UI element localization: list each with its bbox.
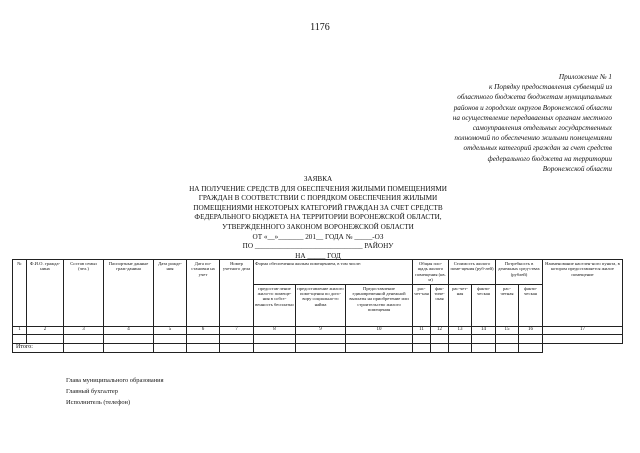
header-cell: предостав-ление жило-го помеще-ния в собст-венность бесплатно — [254, 284, 296, 326]
empty-cell — [346, 343, 413, 352]
header-cell: № — [13, 260, 27, 327]
empty-cell — [296, 334, 346, 343]
title-line: ЗАЯВКА — [303, 175, 333, 183]
column-number: 17 — [543, 326, 623, 334]
appendix-line: к Порядку предоставления субвенций из — [489, 83, 612, 92]
title-line: НА ПОЛУЧЕНИЕ СРЕДСТВ ДЛЯ ОБЕСПЕЧЕНИЯ ЖИЛЫМИ ПОМЕЩЕНИЯМИ — [189, 184, 447, 193]
total-label: Итого: — [13, 343, 64, 352]
header-cell: Дата по-становки на учет — [187, 260, 220, 327]
header-cell: рас-чет-ная — [413, 284, 431, 326]
empty-cell — [154, 334, 187, 343]
empty-cell — [449, 343, 472, 352]
header-cell: предоставление жилого поме-щения по дого-вору социально-го найма — [296, 284, 346, 326]
appendix-line: областного бюджета бюджетам муниципальных — [457, 93, 612, 102]
empty-cell — [154, 343, 187, 352]
appendix-line: отдельных категорий граждан за счет средств — [463, 144, 612, 153]
empty-cell — [431, 343, 449, 352]
title-line: НА _____ ГОД — [295, 251, 341, 260]
appendix-line: федерального бюджета на территории — [487, 154, 612, 163]
title-line: ПО ______________________________ РАЙОНУ — [242, 242, 394, 251]
signature-block — [66, 375, 164, 408]
appendix-line: самоуправления отдельных государственных — [472, 124, 612, 133]
empty-cell — [519, 343, 543, 352]
empty-cell — [346, 334, 413, 343]
column-number: 1 — [13, 326, 27, 334]
empty-cell — [187, 334, 220, 343]
empty-cell — [220, 334, 254, 343]
signature-line: Главный бухгалтер — [66, 388, 118, 395]
column-number: 15 — [496, 326, 519, 334]
table-row — [13, 334, 623, 343]
header-cell: рас-чет-ная — [449, 284, 472, 326]
column-number: 3 — [64, 326, 104, 334]
header-cell: Ф.И.О. гражда-нина — [27, 260, 64, 327]
empty-cell — [104, 334, 154, 343]
empty-cell — [413, 334, 431, 343]
column-number: 11 — [413, 326, 431, 334]
header-cell: рас-четная — [496, 284, 519, 326]
signature-line: Исполнитель (телефон) — [66, 399, 131, 406]
header-cell: Паспортные данные граж-данина — [104, 260, 154, 327]
appendix-line: Воронежской области — [542, 164, 612, 173]
column-number: 4 — [104, 326, 154, 334]
empty-cell — [254, 343, 296, 352]
empty-cell — [104, 343, 154, 352]
header-group-cell: Форма обеспечения жилым помещением, в том числе: — [254, 260, 413, 285]
empty-cell — [449, 334, 472, 343]
empty-cell — [472, 343, 496, 352]
total-row — [13, 343, 623, 352]
signature-line: Глава муниципального образования — [66, 377, 164, 384]
application-table — [12, 259, 623, 353]
column-number: 9 — [296, 326, 346, 334]
header-cell: Предоставление единовременной денежной выплаты на приобретение или строительство жилого помещения — [346, 284, 413, 326]
column-number: 6 — [187, 326, 220, 334]
header-cell: Наименование населен-ного пункта, в котором предоставляется жилое помещение — [543, 260, 623, 327]
empty-cell — [64, 343, 104, 352]
empty-cell — [431, 334, 449, 343]
empty-cell — [519, 334, 543, 343]
header-cell: факти-ческая — [472, 284, 496, 326]
column-number: 12 — [431, 326, 449, 334]
empty-cell — [220, 343, 254, 352]
empty-cell — [413, 343, 431, 352]
title-line: ФЕДЕРАЛЬНОГО БЮДЖЕТА НА ТЕРРИТОРИИ ВОРОНЕЖСКОЙ ОБЛАСТИ, — [194, 213, 442, 222]
column-number: 10 — [346, 326, 413, 334]
document-title — [150, 175, 486, 261]
header-group-cell: Потребность в денежных сред-ствах (рублей) — [496, 260, 543, 285]
title-line: УТВЕРЖДЕННОГО ЗАКОНОМ ВОРОНЕЖСКОЙ ОБЛАСТИ — [222, 222, 414, 231]
empty-cell — [254, 334, 296, 343]
column-number: 13 — [449, 326, 472, 334]
appendix-line: Приложение № 1 — [558, 73, 612, 81]
column-number: 14 — [472, 326, 496, 334]
empty-cell — [64, 334, 104, 343]
header-cell: фак-тиче-ская — [431, 284, 449, 326]
empty-cell — [496, 343, 519, 352]
header-group-cell: Общая пло-щадь жилого помещения (кв. м) — [413, 260, 449, 285]
appendix-line: районов и городских округов Воронежской области — [453, 103, 612, 112]
empty-cell — [27, 334, 64, 343]
title-line: ГРАЖДАН В СООТВЕТСТВИИ С ПОРЯДКОМ ОБЕСПЕЧЕНИЯ ЖИЛЫМИ — [198, 194, 438, 203]
header-cell: Номер учетного дела — [220, 260, 254, 327]
empty-cell — [472, 334, 496, 343]
page-number: 1176 — [310, 22, 330, 33]
title-line: ПОМЕЩЕНИЯМИ НЕКОТОРЫХ КАТЕГОРИЙ ГРАЖДАН ЗА СЧЕТ СРЕДСТВ — [193, 203, 443, 212]
appendix-line: полномочий по обеспечению жилыми помещениями — [454, 134, 612, 143]
empty-cell — [187, 343, 220, 352]
column-number: 8 — [254, 326, 296, 334]
column-number: 7 — [220, 326, 254, 334]
column-number: 16 — [519, 326, 543, 334]
title-line: ОТ «__»_______ 201__ ГОДА № _____-ОЗ — [252, 232, 384, 241]
empty-cell — [296, 343, 346, 352]
appendix-line: на осуществление передаваемых органам местного — [452, 113, 612, 122]
header-group-cell: Стоимость жилого поме-щения (руб-лей) — [449, 260, 496, 285]
column-number: 2 — [27, 326, 64, 334]
header-cell: факти-ческая — [519, 284, 543, 326]
header-cell: Состав семьи (чел.) — [64, 260, 104, 327]
column-number: 5 — [154, 326, 187, 334]
appendix-note — [404, 72, 612, 174]
header-cell: Дата рожде-ния — [154, 260, 187, 327]
empty-cell — [543, 334, 623, 343]
empty-cell — [13, 334, 27, 343]
empty-cell — [496, 334, 519, 343]
